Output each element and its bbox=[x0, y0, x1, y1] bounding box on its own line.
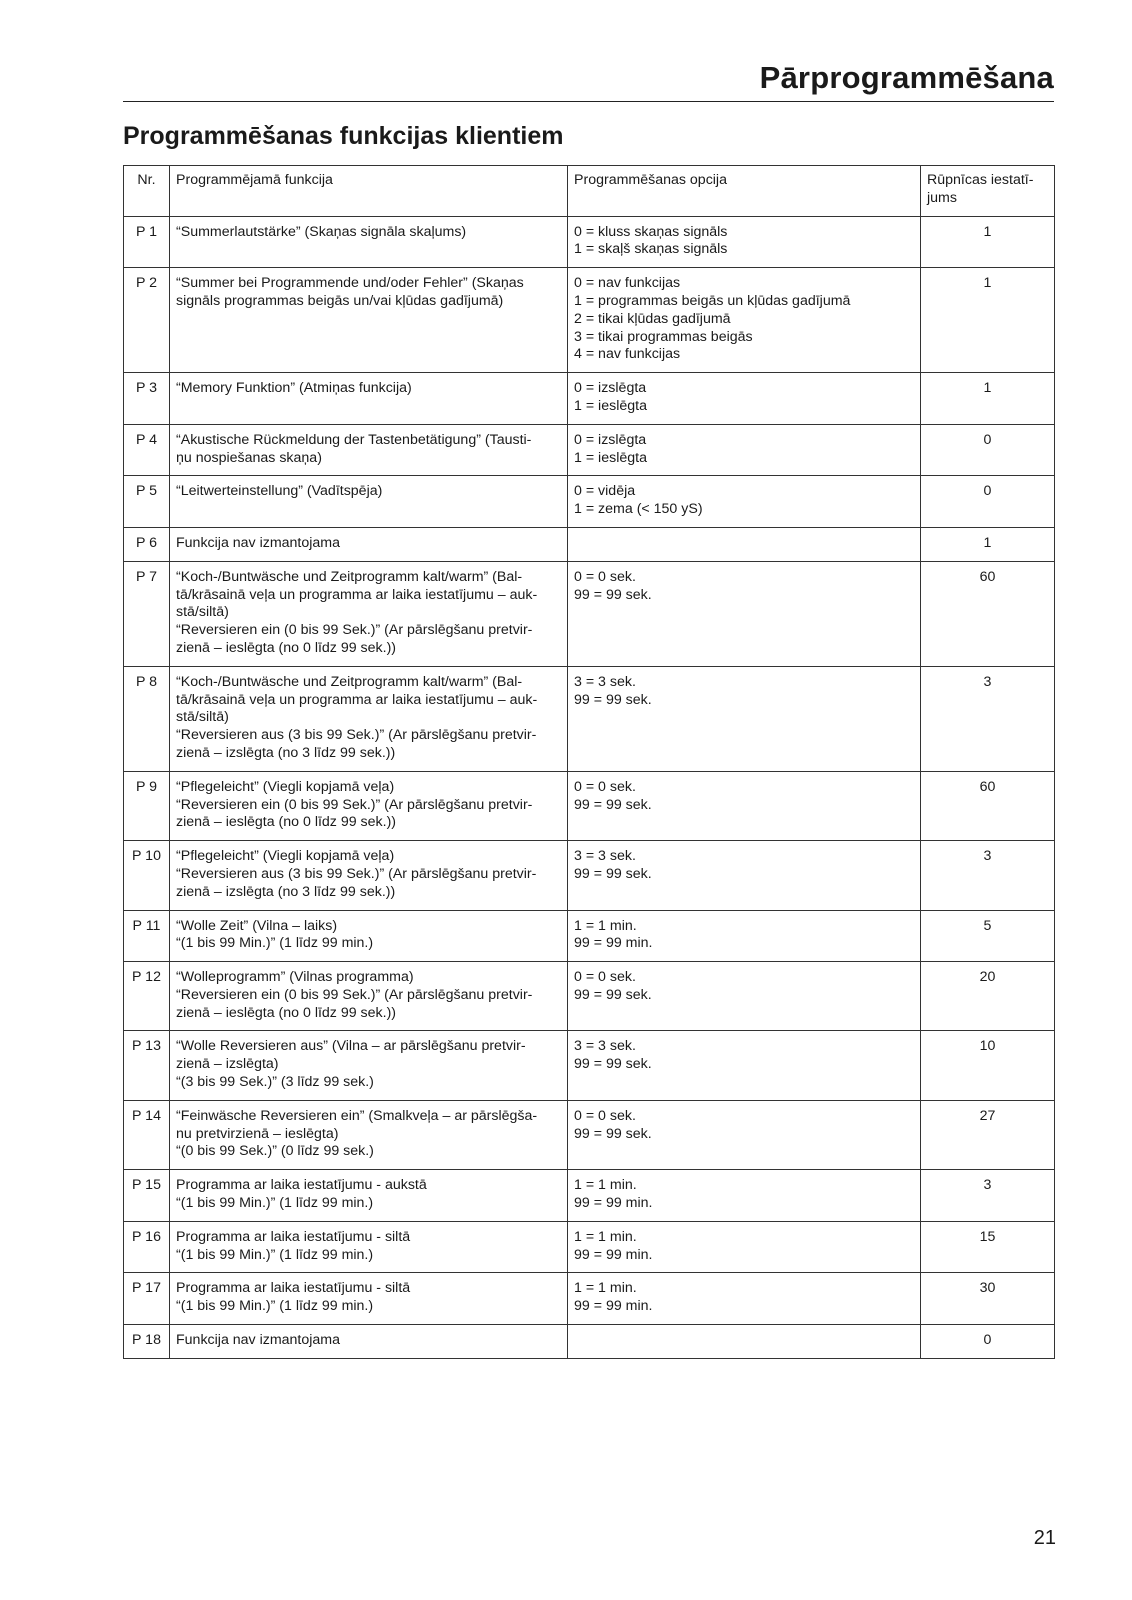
option-line: 99 = 99 sek. bbox=[574, 586, 652, 603]
function-line: tā/krāsainā veļa un programma ar laika iestatījumu – auk- bbox=[176, 586, 538, 603]
cell-nr: P 5 bbox=[124, 476, 170, 528]
cell-nr: P 13 bbox=[124, 1031, 170, 1100]
option-line: 4 = nav funkcijas bbox=[574, 346, 681, 363]
cell-default: 0 bbox=[921, 476, 1055, 528]
function-line: “Pflegeleicht” (Viegli kopjamā veļa) bbox=[176, 778, 395, 795]
function-line: “(1 bis 99 Min.)” (1 līdz 99 min.) bbox=[176, 935, 374, 952]
option-line: 99 = 99 min. bbox=[574, 1246, 653, 1263]
function-line: stā/siltā) bbox=[176, 604, 229, 621]
cell-default: 3 bbox=[921, 1170, 1055, 1222]
cell-function bbox=[170, 424, 568, 476]
function-line: “Koch-/Buntwäsche und Zeitprogramm kalt/warm” (Bal- bbox=[176, 568, 523, 585]
cell-default: 30 bbox=[921, 1273, 1055, 1325]
option-line: 1 = zema (< 150 yS) bbox=[574, 501, 703, 518]
function-line: zienā – izslēgta) bbox=[176, 1056, 279, 1073]
function-line: “Feinwäsche Reversieren ein” (Smalkveļa – ar pārslēgša- bbox=[176, 1107, 538, 1124]
cell-default: 0 bbox=[921, 424, 1055, 476]
option-line: 1 = programmas beigās un kļūdas gadījumā bbox=[574, 292, 851, 309]
cell-function bbox=[170, 910, 568, 962]
cell-option bbox=[568, 1273, 921, 1325]
function-line: “(1 bis 99 Min.)” (1 līdz 99 min.) bbox=[176, 1246, 374, 1263]
function-line: “Memory Funktion” (Atmiņas funkcija) bbox=[176, 380, 412, 397]
cell-default: 3 bbox=[921, 666, 1055, 771]
cell-default: 27 bbox=[921, 1100, 1055, 1169]
function-line: “Reversieren ein (0 bis 99 Sek.)” (Ar pārslēgšanu pretvir- bbox=[176, 986, 533, 1003]
function-line: “Summerlautstärke” (Skaņas signāla skaļums) bbox=[176, 223, 467, 240]
cell-option bbox=[568, 424, 921, 476]
table-row bbox=[124, 962, 1055, 1031]
option-line: 0 = izslēgta bbox=[574, 431, 647, 448]
page-number: 21 bbox=[1033, 1527, 1056, 1549]
function-line: “Wolle Zeit” (Vilna – laiks) bbox=[176, 917, 338, 934]
cell-option bbox=[568, 771, 921, 840]
table-row bbox=[124, 1325, 1055, 1359]
cell-nr: P 1 bbox=[124, 216, 170, 268]
function-line: tā/krāsainā veļa un programma ar laika iestatījumu – auk- bbox=[176, 691, 538, 708]
function-line: “Wolle Reversieren aus” (Vilna – ar pārslēgšanu pretvir- bbox=[176, 1038, 526, 1055]
table-row bbox=[124, 1273, 1055, 1325]
column-header-default bbox=[921, 166, 1055, 217]
option-line: 99 = 99 min. bbox=[574, 935, 653, 952]
cell-option bbox=[568, 962, 921, 1031]
option-line: 3 = 3 sek. bbox=[574, 848, 636, 865]
cell-nr: P 9 bbox=[124, 771, 170, 840]
cell-function bbox=[170, 962, 568, 1031]
function-line: stā/siltā) bbox=[176, 709, 229, 726]
function-line: “(1 bis 99 Min.)” (1 līdz 99 min.) bbox=[176, 1298, 374, 1315]
option-line: 3 = 3 sek. bbox=[574, 1038, 636, 1055]
option-line: 0 = izslēgta bbox=[574, 380, 647, 397]
table-row bbox=[124, 841, 1055, 910]
cell-function bbox=[170, 1170, 568, 1222]
table-row bbox=[124, 1031, 1055, 1100]
option-line: 3 = 3 sek. bbox=[574, 673, 636, 690]
cell-nr: P 7 bbox=[124, 561, 170, 666]
cell-option bbox=[568, 1100, 921, 1169]
option-line: 1 = ieslēgta bbox=[574, 449, 647, 466]
cell-option bbox=[568, 476, 921, 528]
option-line: 99 = 99 min. bbox=[574, 1298, 653, 1315]
cell-function bbox=[170, 841, 568, 910]
column-header-option: Programmēšanas opcija bbox=[568, 166, 921, 217]
cell-nr: P 15 bbox=[124, 1170, 170, 1222]
function-line: ņu nospiešanas skaņa) bbox=[176, 449, 322, 466]
programming-functions-table bbox=[123, 165, 1055, 1359]
option-line: 99 = 99 sek. bbox=[574, 865, 652, 882]
cell-function bbox=[170, 1100, 568, 1169]
table-row bbox=[124, 1100, 1055, 1169]
cell-function bbox=[170, 771, 568, 840]
section-title: Programmēšanas funkcijas klientiem bbox=[123, 122, 564, 150]
page-header-title: Pārprogrammēšana bbox=[759, 60, 1054, 95]
function-line: Programma ar laika iestatījumu - siltā bbox=[176, 1280, 411, 1297]
function-line: “Reversieren aus (3 bis 99 Sek.)” (Ar pārslēgšanu pretvir- bbox=[176, 727, 537, 744]
function-line: “Akustische Rückmeldung der Tastenbetätigung” (Tausti- bbox=[176, 431, 532, 448]
cell-nr: P 14 bbox=[124, 1100, 170, 1169]
function-line: nu pretvirzienā – ieslēgta) bbox=[176, 1125, 339, 1142]
cell-function bbox=[170, 1325, 568, 1359]
cell-function bbox=[170, 666, 568, 771]
cell-option bbox=[568, 561, 921, 666]
cell-default: 5 bbox=[921, 910, 1055, 962]
cell-nr: P 4 bbox=[124, 424, 170, 476]
cell-default: 0 bbox=[921, 1325, 1055, 1359]
option-line: 99 = 99 min. bbox=[574, 1195, 653, 1212]
function-line: Programma ar laika iestatījumu - siltā bbox=[176, 1228, 411, 1245]
table-row bbox=[124, 527, 1055, 561]
cell-default: 1 bbox=[921, 373, 1055, 425]
cell-nr: P 17 bbox=[124, 1273, 170, 1325]
cell-nr: P 11 bbox=[124, 910, 170, 962]
option-line: 1 = 1 min. bbox=[574, 1177, 637, 1194]
function-line: signāls programmas beigās un/vai kļūdas gadījumā) bbox=[176, 292, 504, 309]
table-row bbox=[124, 373, 1055, 425]
function-line: “Pflegeleicht” (Viegli kopjamā veļa) bbox=[176, 848, 395, 865]
function-line: Funkcija nav izmantojama bbox=[176, 1332, 341, 1349]
table-row bbox=[124, 666, 1055, 771]
cell-nr: P 16 bbox=[124, 1221, 170, 1273]
cell-nr: P 12 bbox=[124, 962, 170, 1031]
column-header-function: Programmējamā funkcija bbox=[170, 166, 568, 217]
function-line: zienā – ieslēgta (no 0 līdz 99 sek.)) bbox=[176, 814, 397, 831]
function-line: “(0 bis 99 Sek.)” (0 līdz 99 sek.) bbox=[176, 1143, 374, 1160]
cell-option bbox=[568, 268, 921, 373]
cell-option bbox=[568, 1325, 921, 1359]
cell-nr: P 18 bbox=[124, 1325, 170, 1359]
option-line: 2 = tikai kļūdas gadījumā bbox=[574, 310, 731, 327]
option-line: 1 = 1 min. bbox=[574, 1280, 637, 1297]
cell-nr: P 3 bbox=[124, 373, 170, 425]
function-line: “Leitwerteinstellung” (Vadītspēja) bbox=[176, 483, 383, 500]
option-line: 3 = tikai programmas beigās bbox=[574, 328, 753, 345]
function-line: zienā – izslēgta (no 3 līdz 99 sek.)) bbox=[176, 883, 396, 900]
cell-function bbox=[170, 476, 568, 528]
table-row bbox=[124, 771, 1055, 840]
cell-option bbox=[568, 216, 921, 268]
column-header-default-line: Rūpnīcas iestatī- bbox=[927, 172, 1034, 188]
cell-function bbox=[170, 373, 568, 425]
function-line: zienā – izslēgta (no 3 līdz 99 sek.)) bbox=[176, 744, 396, 761]
function-line: “(3 bis 99 Sek.)” (3 līdz 99 sek.) bbox=[176, 1074, 374, 1091]
function-line: Funkcija nav izmantojama bbox=[176, 534, 341, 551]
column-header-default-line: jums bbox=[927, 189, 957, 206]
function-line: Programma ar laika iestatījumu - aukstā bbox=[176, 1177, 427, 1194]
cell-option bbox=[568, 1221, 921, 1273]
option-line: 1 = skaļš skaņas signāls bbox=[574, 241, 728, 258]
option-line: 0 = 0 sek. bbox=[574, 778, 636, 795]
function-line: “(1 bis 99 Min.)” (1 līdz 99 min.) bbox=[176, 1195, 374, 1212]
column-header-nr: Nr. bbox=[124, 166, 170, 217]
cell-nr: P 6 bbox=[124, 527, 170, 561]
cell-option bbox=[568, 666, 921, 771]
function-line: “Summer bei Programmende und/oder Fehler” (Skaņas bbox=[176, 275, 524, 292]
function-line: “Reversieren aus (3 bis 99 Sek.)” (Ar pārslēgšanu pretvir- bbox=[176, 865, 537, 882]
table-row bbox=[124, 424, 1055, 476]
cell-default: 1 bbox=[921, 268, 1055, 373]
option-line: 0 = 0 sek. bbox=[574, 969, 636, 986]
function-line: “Wolleprogramm” (Vilnas programma) bbox=[176, 969, 414, 986]
option-line: 99 = 99 sek. bbox=[574, 691, 652, 708]
table-body bbox=[124, 216, 1055, 1358]
table-row bbox=[124, 1221, 1055, 1273]
cell-function bbox=[170, 1221, 568, 1273]
table-header-row bbox=[124, 166, 1055, 217]
cell-default: 10 bbox=[921, 1031, 1055, 1100]
cell-function bbox=[170, 216, 568, 268]
table-row bbox=[124, 476, 1055, 528]
cell-option bbox=[568, 841, 921, 910]
cell-function bbox=[170, 268, 568, 373]
option-line: 1 = 1 min. bbox=[574, 1228, 637, 1245]
cell-nr: P 8 bbox=[124, 666, 170, 771]
option-line: 0 = 0 sek. bbox=[574, 1107, 636, 1124]
function-line: zienā – ieslēgta (no 0 līdz 99 sek.)) bbox=[176, 1004, 397, 1021]
cell-nr: P 10 bbox=[124, 841, 170, 910]
cell-default: 1 bbox=[921, 527, 1055, 561]
option-line: 0 = 0 sek. bbox=[574, 568, 636, 585]
function-line: zienā – ieslēgta (no 0 līdz 99 sek.)) bbox=[176, 639, 397, 656]
cell-option bbox=[568, 373, 921, 425]
cell-function bbox=[170, 1031, 568, 1100]
table-row bbox=[124, 268, 1055, 373]
option-line: 0 = kluss skaņas signāls bbox=[574, 223, 728, 240]
cell-default: 60 bbox=[921, 561, 1055, 666]
cell-default: 3 bbox=[921, 841, 1055, 910]
cell-function bbox=[170, 1273, 568, 1325]
cell-option bbox=[568, 1170, 921, 1222]
option-line: 1 = 1 min. bbox=[574, 917, 637, 934]
option-line: 0 = vidēja bbox=[574, 483, 636, 500]
header-divider bbox=[123, 101, 1054, 102]
function-line: “Reversieren ein (0 bis 99 Sek.)” (Ar pārslēgšanu pretvir- bbox=[176, 796, 533, 813]
cell-default: 60 bbox=[921, 771, 1055, 840]
cell-option bbox=[568, 527, 921, 561]
option-line: 99 = 99 sek. bbox=[574, 1056, 652, 1073]
function-line: “Reversieren ein (0 bis 99 Sek.)” (Ar pārslēgšanu pretvir- bbox=[176, 622, 533, 639]
cell-default: 20 bbox=[921, 962, 1055, 1031]
table-row bbox=[124, 1170, 1055, 1222]
table-row bbox=[124, 561, 1055, 666]
table-header bbox=[124, 166, 1055, 217]
function-line: “Koch-/Buntwäsche und Zeitprogramm kalt/warm” (Bal- bbox=[176, 673, 523, 690]
option-line: 99 = 99 sek. bbox=[574, 1125, 652, 1142]
cell-function bbox=[170, 561, 568, 666]
cell-option bbox=[568, 910, 921, 962]
cell-function bbox=[170, 527, 568, 561]
option-line: 0 = nav funkcijas bbox=[574, 275, 681, 292]
table-row bbox=[124, 216, 1055, 268]
option-line: 99 = 99 sek. bbox=[574, 986, 652, 1003]
cell-nr: P 2 bbox=[124, 268, 170, 373]
cell-default: 1 bbox=[921, 216, 1055, 268]
cell-default: 15 bbox=[921, 1221, 1055, 1273]
option-line: 99 = 99 sek. bbox=[574, 796, 652, 813]
table-row bbox=[124, 910, 1055, 962]
option-line: 1 = ieslēgta bbox=[574, 397, 647, 414]
cell-option bbox=[568, 1031, 921, 1100]
